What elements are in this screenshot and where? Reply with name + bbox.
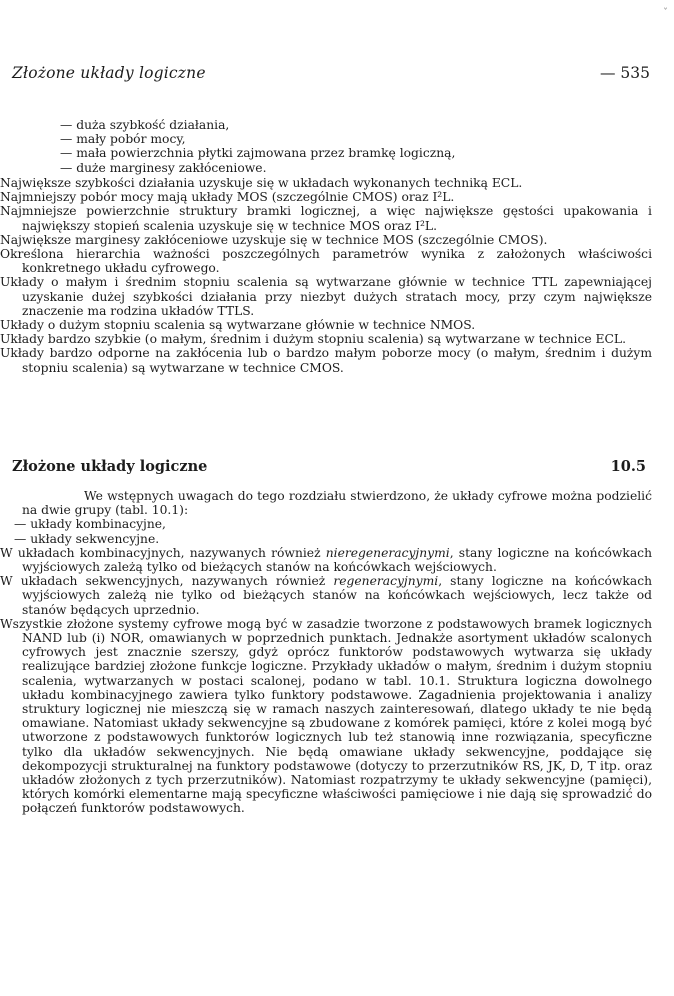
statement: Określona hierarchia ważności poszczególnych parametrów wynika z założonych właściwości konkretnego układu cyfrowego. — [0, 247, 652, 276]
statement: Najmniejsze powierzchnie struktury bramki logicznej, a więc największe gęstości upakowania i największy stopień scalenia uzyskuje się w technice MOS oraz I²L. — [0, 204, 652, 233]
sequential-text-b: , stany logiczne na końcówkach wyjściowych zależą nie tylko od bieżących stanów na końcówkach wejściowych, lecz także od stanów będących uprzednio. — [22, 574, 652, 617]
sequential-text-a: W układach sekwencyjnych, nazywanych również — [0, 574, 334, 589]
sequential-paragraph — [0, 574, 652, 617]
term-nonregenerative: nieregeneracyjnymi — [325, 545, 450, 560]
combinational-paragraph — [0, 546, 652, 574]
list-item: — układy kombinacyjne, — [14, 517, 166, 532]
feature-list — [20, 118, 650, 175]
section-heading — [12, 458, 660, 475]
statements-block — [0, 176, 652, 375]
running-title: Złożone układy logiczne — [12, 64, 206, 82]
section-body — [0, 489, 652, 816]
term-regenerative: regeneracyjnymi — [333, 574, 439, 589]
scan-corner-mark: ˇ — [663, 8, 668, 19]
list-item: — duża szybkość działania, — [60, 118, 230, 132]
combinational-text-b: , stany logiczne na końcówkach wyjściowych zależą tylko od bieżących stanów na końcówkach wejściowych. — [22, 545, 652, 575]
combinational-text-a: W układach kombinacyjnych, nazywanych również — [0, 545, 326, 560]
statement: Największe marginesy zakłóceniowe uzyskuje się w technice MOS (szczególnie CMOS). — [0, 232, 548, 247]
list-item: — układy sekwencyjne. — [14, 531, 160, 546]
section-number: 10.5 — [610, 458, 646, 475]
list-item: — duże marginesy zakłóceniowe. — [60, 160, 267, 175]
statement: Układy bardzo szybkie (o małym, średnim i dużym stopniu scalenia) są wytwarzane w technice ECL. — [0, 332, 626, 347]
list-item: — mały pobór mocy, — [60, 132, 186, 147]
statement: Najmniejszy pobór mocy mają układy MOS (szczególnie CMOS) oraz I²L. — [0, 190, 455, 205]
statement: Układy bardzo odporne na zakłócenia lub o bardzo małym poborze mocy (o małym, średnim i dużym stopniu scalenia) są wytwarzane w technice CMOS. — [0, 346, 652, 375]
section-title: Złożone układy logiczne — [12, 458, 208, 475]
list-item: — mała powierzchnia płytki zajmowana przez bramkę logiczną, — [60, 146, 456, 161]
intro-paragraph: We wstępnych uwagach do tego rozdziału stwierdzono, że układy cyfrowe można podzielić na dwie grupy (tabl. 10.1): — [22, 489, 652, 518]
statement: Układy o dużym stopniu scalenia są wytwarzane głównie w technice NMOS. — [0, 318, 476, 333]
statement: Układy o małym i średnim stopniu scalenia są wytwarzane głównie w technice TTL zapewniającej uzyskanie dużej szybkości działania przy niezbyt dużych stratach mocy, przy czym największe znaczenie ma rodzina układów TTLS. — [0, 275, 652, 318]
statement: Największe szybkości działania uzyskuje się w układach wykonanych techniką ECL. — [0, 176, 523, 190]
page-number: — 535 — [599, 64, 650, 82]
final-paragraph: Wszystkie złożone systemy cyfrowe mogą być w zasadzie tworzone z podstawowych bramek logicznych NAND lub (i) NOR, omawianych w poprzednich punktach. Jednakże asortyment układów scalonych cyfrowych jest znacznie szerszy, gdyż oprócz funktorów podstawowych wytwarza się układy realizujące bardziej złożone funkcje logiczne. Przykłady układów o małym, średnim i dużym stopniu scalenia, wytwarzanych w postaci scalonej, podano w tabl. 10.1. Struktura logiczna dowolnego układu kombinacyjnego zawiera tylko funktory podstawowe. Zagadnienia projektowania i analizy struktury logicznej nie mieszczą się w ramach naszych zainteresowań, dlatego układy te nie będą omawiane. Natomiast układy sekwencyjne są zbudowane z komórek pamięci, które z kolei mogą być utworzone z podstawowych funktorów logicznych lub też stanowią inne rozwiązania, specyficzne tylko dla układów sekwencyjnych. Nie będą omawiane układy sekwencyjne, poddające się dekompozycji strukturalnej na funktory podstawowe (dotyczy to przerzutników RS, JK, D, T itp. oraz układów złożonych z tych przerzutników). Natomiast rozpatrzymy te układy sekwencyjne (pamięci), których komórki elementarne mają specyficzne właściwości pamięciowe i nie dają się sprowadzić do połączeń funktorów podstawowych. — [0, 616, 652, 816]
